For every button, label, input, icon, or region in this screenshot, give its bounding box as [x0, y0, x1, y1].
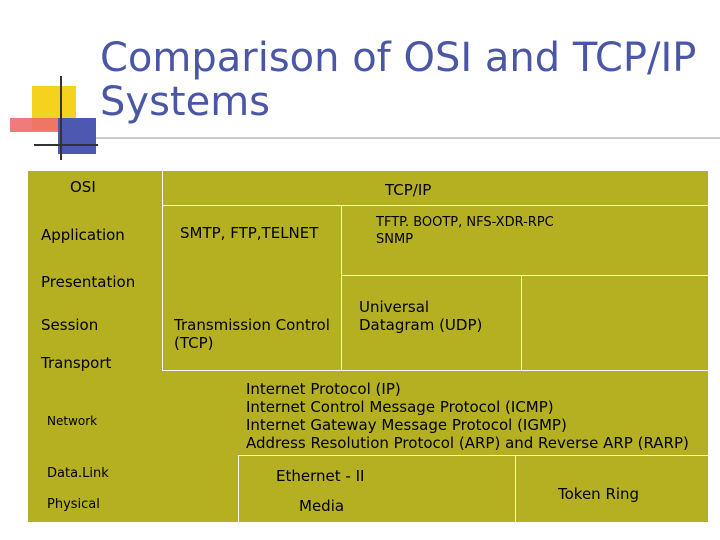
divider-ethernet-left	[238, 455, 239, 522]
osi-application: Application	[41, 226, 125, 244]
osi-tcpip-diagram	[28, 171, 708, 522]
app-protocols-tcp: SMTP, FTP,TELNET	[180, 224, 319, 242]
divider-ip-top	[162, 370, 708, 371]
blue-square	[58, 118, 96, 154]
ip-protocols	[246, 380, 689, 452]
title-rule	[96, 137, 720, 139]
tcp-label: Transmission Control (TCP)	[174, 316, 330, 352]
slide-title	[100, 36, 696, 124]
ip-line-3: Internet Gateway Message Protocol (IGMP)	[246, 416, 567, 434]
divider-tcp-box	[341, 275, 708, 276]
app-protocols-udp	[376, 214, 554, 248]
osi-presentation: Presentation	[41, 273, 136, 291]
divider-header	[162, 205, 708, 206]
divider-app-right	[341, 205, 342, 275]
app-protocols-udp-line-2: SNMP	[376, 232, 414, 247]
tcpip-header: TCP/IP	[385, 181, 432, 199]
divider-left-col	[162, 171, 163, 370]
ip-line-2: Internet Control Message Protocol (ICMP)	[246, 398, 554, 416]
osi-physical: Physical	[47, 497, 100, 512]
app-protocols-udp-line-1: TFTP. BOOTP, NFS-XDR-RPC	[376, 215, 554, 230]
title-line-1: Comparison of OSI and TCP/IP	[100, 35, 697, 81]
divider-token-ring	[515, 455, 516, 522]
horizontal-line	[34, 144, 98, 146]
divider-ip-bottom	[238, 455, 708, 456]
ethernet-label: Ethernet - II	[276, 467, 365, 485]
osi-header: OSI	[70, 178, 96, 196]
title-line-2: Systems	[100, 79, 270, 125]
udp-label: Universal Datagram (UDP)	[359, 298, 483, 334]
token-ring-label: Token Ring	[558, 485, 640, 503]
media-label: Media	[299, 497, 345, 515]
osi-session: Session	[41, 316, 99, 334]
divider-udp-right	[521, 275, 522, 370]
osi-transport: Transport	[41, 354, 112, 372]
osi-network: Network	[47, 414, 98, 428]
ip-line-4: Address Resolution Protocol (ARP) and Reverse ARP (RARP)	[246, 434, 689, 452]
osi-datalink: Data.Link	[47, 466, 109, 481]
logo-decoration	[0, 72, 100, 162]
divider-udp-left	[341, 275, 342, 370]
vertical-line	[60, 76, 62, 160]
ip-line-1: Internet Protocol (IP)	[246, 380, 401, 398]
